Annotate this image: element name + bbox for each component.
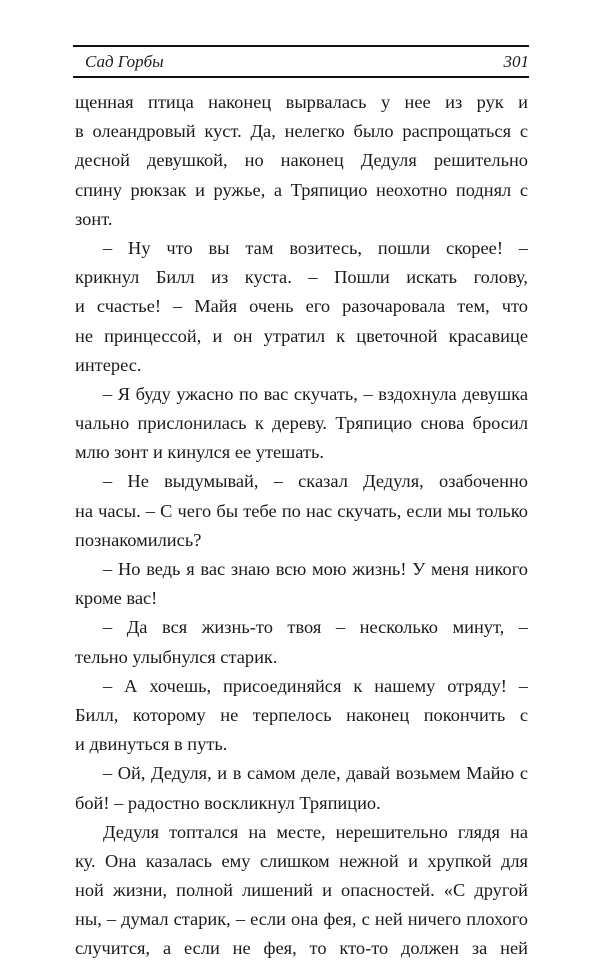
text-line: интерес. bbox=[75, 354, 142, 375]
text-line: в олеандровый куст. Да, нелегко было распрощаться с bbox=[75, 121, 528, 142]
text-line: чально прислонилась к дереву. Тряпицио снова бросил bbox=[75, 413, 528, 434]
text-line: бой! – радостно воскликнул Тряпицио. bbox=[75, 792, 381, 813]
text-line: – Но ведь я вас знаю всю мою жизнь! У меня никого bbox=[103, 559, 528, 579]
header-top-rule bbox=[73, 45, 529, 47]
paragraph bbox=[75, 555, 528, 613]
text-line: – А хочешь, присоединяйся к нашему отряду! – bbox=[103, 675, 528, 696]
text-line: ной жизни, полной лишений и опасностей. «С другой bbox=[75, 880, 528, 901]
running-header bbox=[73, 50, 529, 74]
text-line: на часы. – С чего бы тебе по нас скучать, если мы только bbox=[75, 500, 528, 521]
text-line: Билл, которому не терпелось наконец покончить с bbox=[75, 704, 528, 725]
text-line: десной девушкой, но наконец Дедуля решительно bbox=[75, 150, 528, 171]
text-line: щенная птица наконец вырвалась у нее из рук и bbox=[75, 92, 528, 112]
paragraph bbox=[75, 88, 528, 234]
text-line: – Я буду ужасно по вас скучать, – вздохнула девушка bbox=[103, 383, 528, 404]
page-body-text bbox=[75, 88, 528, 964]
paragraph bbox=[75, 380, 528, 468]
running-title: Сад Горбы bbox=[85, 52, 164, 71]
text-line: млю зонт и кинулся ее утешать. bbox=[75, 442, 325, 463]
text-line: кроме вас! bbox=[75, 588, 158, 609]
header-bottom-rule bbox=[73, 76, 529, 78]
text-line: – Да вся жизнь-то твоя – несколько минут, – bbox=[103, 617, 528, 638]
text-line: познакомились? bbox=[75, 529, 202, 550]
paragraph bbox=[75, 818, 528, 964]
text-line: спину рюкзак и ружье, а Тряпицио неохотно поднял с bbox=[75, 179, 528, 200]
text-line: зонт. bbox=[75, 208, 113, 229]
text-line: и двинуться в путь. bbox=[75, 734, 228, 755]
text-line: – Ой, Дедуля, и в самом деле, давай возьмем Майю с bbox=[103, 763, 528, 784]
text-line: случится, а если не фея, то кто-то должен за ней bbox=[75, 938, 528, 959]
text-line: – Ну что вы там возитесь, пошли скорее! – bbox=[103, 237, 528, 258]
text-line: – Не выдумывай, – сказал Дедуля, озабоченно bbox=[103, 471, 528, 492]
text-line: крикнул Билл из куста. – Пошли искать голову, bbox=[75, 267, 528, 288]
text-line: ку. Она казалась ему слишком нежной и хрупкой для bbox=[75, 850, 528, 871]
paragraph bbox=[75, 759, 528, 817]
paragraph bbox=[75, 467, 528, 555]
text-line: тельно улыбнулся старик. bbox=[75, 646, 278, 667]
page-number: 301 bbox=[503, 52, 529, 71]
paragraph bbox=[75, 672, 528, 760]
text-line: Дедуля топтался на месте, нерешительно глядя на bbox=[103, 821, 528, 842]
text-line: и счастье! – Майя очень его разочаровала тем, что bbox=[75, 296, 528, 317]
paragraph bbox=[75, 234, 528, 380]
text-line: ны, – думал старик, – если она фея, с ней ничего плохого bbox=[75, 909, 528, 930]
text-line: не принцессой, и он утратил к цветочной красавице bbox=[75, 325, 528, 346]
paragraph bbox=[75, 613, 528, 671]
